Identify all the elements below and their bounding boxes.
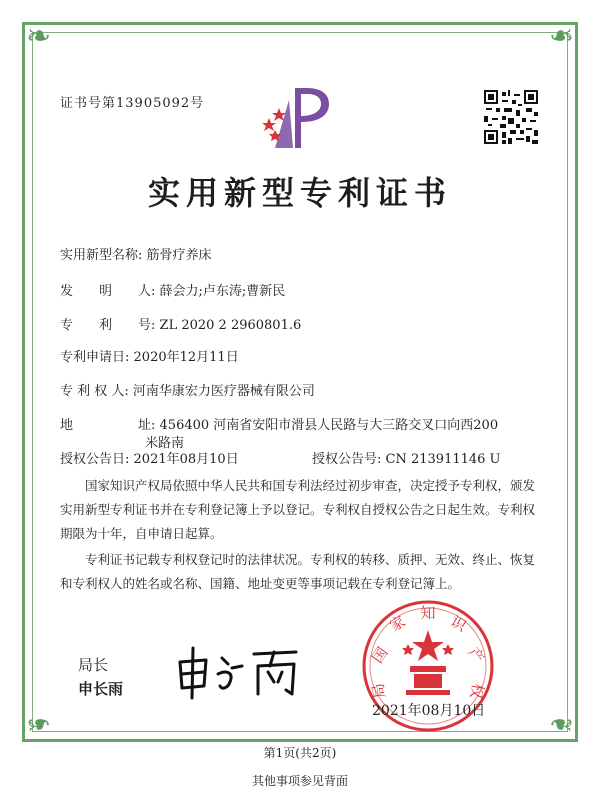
body-paragraph: 国家知识产权局依照中华人民共和国专利法经过初步审查，决定授予专利权，颁发实用新型专利证书并在专利登记簿上予以登记。专利权自授权公告之日起生效。专利权期限为十年，自申请日起算。 bbox=[60, 478, 536, 541]
body-paragraph: 专利证书记载专利权登记时的法律状况。专利权的转移、质押、无效、终止、恢复和专利权人的姓名或名称、国籍、地址变更等事项记载在专利登记簿上。 bbox=[60, 552, 536, 591]
corner-ornament-icon: ❧ bbox=[26, 706, 52, 741]
field-inventor bbox=[60, 280, 285, 299]
field-name bbox=[60, 244, 212, 263]
field-value: 薛会力;卢东涛;曹新民 bbox=[159, 284, 286, 299]
handwritten-signature-icon bbox=[170, 640, 310, 700]
qr-code-icon bbox=[482, 88, 540, 146]
field-label: 发 明 人: bbox=[60, 284, 156, 299]
certificate-number: 证书号第13905092号 bbox=[60, 96, 205, 111]
cnipa-logo-icon bbox=[255, 78, 335, 158]
svg-text:权: 权 bbox=[466, 681, 488, 700]
field-label: 专 利 号: bbox=[60, 318, 156, 333]
field-address-line2: 米路南 bbox=[145, 436, 185, 451]
svg-text:知: 知 bbox=[420, 604, 436, 622]
seal-date: 2021年08月10日 bbox=[372, 703, 486, 719]
field-label: 实用新型名称: bbox=[60, 248, 143, 263]
field-value: ZL 2020 2 2960801.6 bbox=[159, 318, 302, 333]
svg-text:识: 识 bbox=[447, 612, 470, 636]
corner-ornament-icon: ❧ bbox=[548, 706, 574, 741]
field-value: 筋骨疗养床 bbox=[146, 248, 212, 263]
corner-ornament-icon: ❧ bbox=[548, 19, 574, 54]
svg-text:国: 国 bbox=[368, 643, 392, 667]
field-patentee bbox=[60, 380, 315, 399]
field-patent-no bbox=[60, 314, 301, 333]
field-filing-date bbox=[60, 346, 239, 365]
field-value: 河南华康宏力医疗器械有限公司 bbox=[132, 384, 315, 399]
field-announce-date bbox=[60, 448, 239, 467]
svg-text:产: 产 bbox=[464, 643, 488, 667]
svg-text:家: 家 bbox=[386, 612, 409, 636]
field-label: 专利申请日: bbox=[60, 350, 130, 365]
signature-title: 局长 bbox=[78, 656, 109, 674]
page-number: 第1页(共2页) bbox=[263, 746, 337, 760]
field-label: 地 址: bbox=[60, 418, 156, 433]
signature-name: 申长雨 bbox=[78, 680, 124, 698]
field-label: 专 利 权 人: bbox=[60, 384, 129, 399]
field-announce-no bbox=[312, 448, 501, 467]
field-label: 授权公告日: bbox=[60, 452, 130, 467]
field-value: CN 213911146 U bbox=[385, 452, 501, 467]
field-value: 2020年12月11日 bbox=[133, 350, 239, 365]
page-title: 实用新型专利证书 bbox=[147, 174, 452, 212]
field-value: 2021年08月10日 bbox=[133, 452, 239, 467]
back-note: 其他事项参见背面 bbox=[251, 774, 348, 788]
field-label: 授权公告号: bbox=[312, 452, 382, 467]
corner-ornament-icon: ❧ bbox=[26, 19, 52, 54]
field-address bbox=[60, 414, 498, 433]
svg-text:局: 局 bbox=[368, 681, 390, 700]
field-value: 456400 河南省安阳市滑县人民路与大三路交叉口向西200 bbox=[159, 418, 499, 433]
